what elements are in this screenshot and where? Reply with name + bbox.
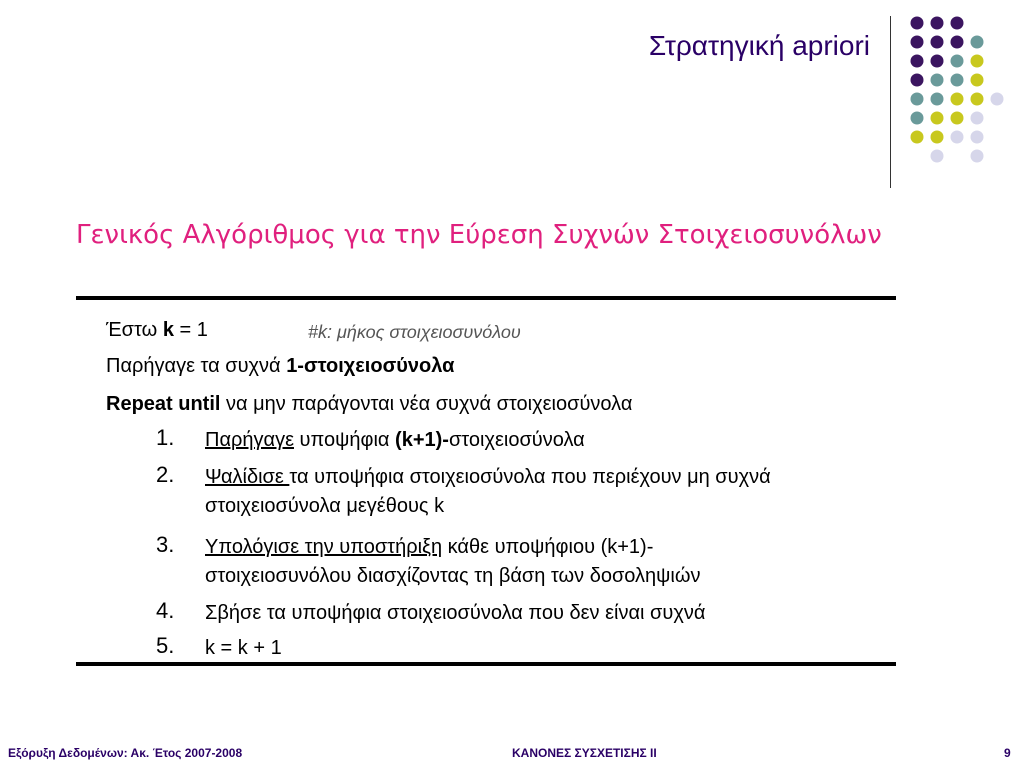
decorative-dot <box>951 55 964 68</box>
step-number: 4. <box>156 598 175 623</box>
decorative-dot <box>951 131 964 144</box>
step-number: 2. <box>156 462 175 487</box>
init-comment: #k: μήκος στοιχειοσυνόλου <box>308 322 521 342</box>
repeat-rest: να μην παράγονται νέα συχνά στοιχειοσύνολα <box>220 393 633 415</box>
init-rest: = 1 <box>173 319 208 341</box>
generate-prefix: Παρήγαγε τα συχνά <box>106 355 287 377</box>
decorative-dot <box>911 55 924 68</box>
algorithm-line-init <box>106 318 208 342</box>
decorative-dot <box>971 74 984 87</box>
generate-bold: 1-στοιχειοσύνολα <box>286 355 455 377</box>
decorative-dot-grid <box>0 0 1024 200</box>
decorative-dot <box>971 131 984 144</box>
step-1-a: υποψήφια <box>293 429 396 451</box>
step-3-text-line2: στοιχειοσυνόλου διασχίζοντας τη βάση των δοσοληψιών <box>205 565 701 587</box>
step-2-text-line1 <box>205 465 771 489</box>
top-rule <box>76 296 896 300</box>
footer-course: Εξόρυξη Δεδομένων: Ακ. Έτος 2007-2008 <box>8 746 243 760</box>
step-3-verb: Υπολόγισε την υποστήριξη <box>205 536 443 558</box>
step-5-text: k = k + 1 <box>205 637 282 659</box>
decorative-dot <box>931 17 944 30</box>
decorative-dot <box>911 74 924 87</box>
decorative-dot <box>971 36 984 49</box>
step-3-l1: κάθε υποψήφιου (k+1)- <box>442 536 654 558</box>
init-prefix: Έστω <box>106 319 163 341</box>
decorative-dot <box>951 93 964 106</box>
step-2-l1: τα υποψήφια στοιχειοσύνολα που περιέχουν μη συχνά <box>289 466 771 488</box>
decorative-dot <box>951 36 964 49</box>
decorative-dot <box>931 36 944 49</box>
footer-page-number: 9 <box>1004 746 1011 760</box>
step-1-bold: (k+1)- <box>395 429 449 451</box>
decorative-dot <box>931 112 944 125</box>
decorative-dot <box>911 36 924 49</box>
decorative-dot <box>951 112 964 125</box>
decorative-dot <box>951 17 964 30</box>
bottom-rule <box>76 662 896 666</box>
step-1-verb: Παρήγαγε <box>205 429 294 451</box>
step-2-text-line2: στοιχειοσύνολα μεγέθους k <box>205 495 445 517</box>
decorative-dot <box>911 131 924 144</box>
decorative-dot <box>911 112 924 125</box>
decorative-dot <box>931 93 944 106</box>
decorative-dot <box>971 55 984 68</box>
decorative-dot <box>931 55 944 68</box>
step-number: 1. <box>156 425 175 450</box>
step-number: 3. <box>156 532 175 557</box>
algorithm-line-repeat <box>106 392 632 416</box>
decorative-dot <box>991 93 1004 106</box>
decorative-dot <box>911 17 924 30</box>
init-var: k <box>162 319 174 341</box>
slide-title: Στρατηγική apriori <box>648 30 870 61</box>
footer-topic: ΚΑΝΟΝΕΣ ΣΥΣΧΕΤΙΣΗΣ II <box>512 746 657 760</box>
repeat-keyword: Repeat until <box>106 393 221 415</box>
step-4-text: Σβήσε τα υποψήφια στοιχειοσύνολα που δεν είναι συχνά <box>205 602 706 624</box>
algorithm-line-generate <box>106 354 454 378</box>
decorative-dot <box>931 131 944 144</box>
decorative-dot <box>971 93 984 106</box>
step-1-b: στοιχειοσύνολα <box>448 429 585 451</box>
decorative-dot <box>931 74 944 87</box>
step-number: 5. <box>156 633 175 658</box>
decorative-dot <box>971 150 984 163</box>
step-3-text-line1 <box>205 535 653 559</box>
step-1-text <box>205 428 585 452</box>
decorative-dot <box>971 112 984 125</box>
decorative-dot <box>931 150 944 163</box>
algorithm-heading: Γενικός Αλγόριθμος για την Εύρεση Συχνών Στοιχειοσυνόλων <box>76 220 882 250</box>
step-2-verb: Ψαλίδισε <box>205 466 290 488</box>
decorative-dot <box>951 74 964 87</box>
decorative-dot <box>911 93 924 106</box>
